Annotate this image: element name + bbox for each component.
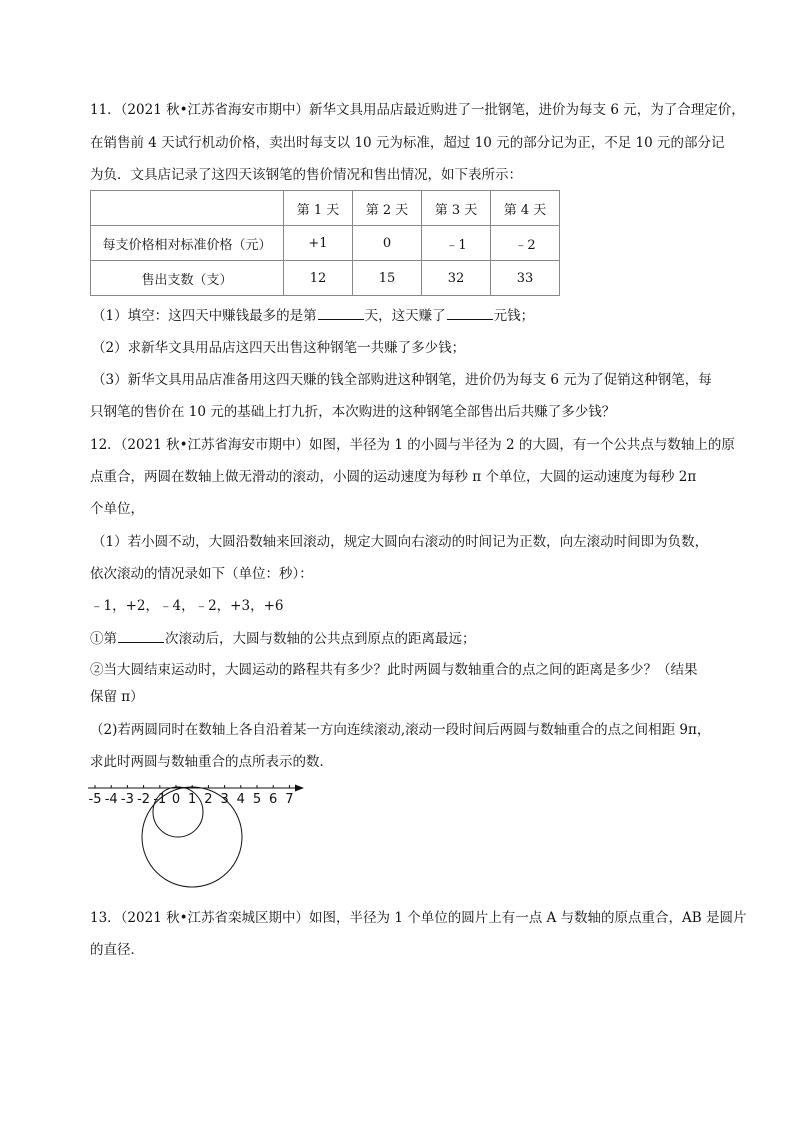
number-line-circles-diagram [84, 780, 314, 895]
table-cell: 售出支数（支） [91, 261, 284, 296]
q12-part1-line1: （1）若小圆不动，大圆沿数轴来回滚动，规定大圆向右滚动的时间记为正数，向左滚动时间即为负数， [92, 534, 709, 550]
answer-blank[interactable] [118, 628, 164, 643]
table-cell: 每支价格相对标准价格（元） [91, 226, 284, 261]
table-cell: 32 [422, 261, 491, 296]
q11-part3-line2: 只钢笔的售价在 10 元的基础上打九折，本次购进的这种钢笔全部售出后共赚了多少钱？ [90, 404, 616, 420]
q12-circle1-text-a: ①第 [90, 631, 117, 647]
axis-tick-label: 1 [188, 792, 197, 807]
q13-line1: 13．（2021 秋•江苏省栾城区期中）如图，半径为 1 个单位的圆片上有一点 A 与数轴的原点重合，AB 是圆片 [90, 910, 747, 926]
q11-part2: （2）求新华文具用品店这四天出售这种钢笔一共赚了多少钱； [92, 340, 466, 356]
table-cell: 33 [491, 261, 560, 296]
axis-tick-label: 7 [285, 792, 294, 807]
q11-part1-text-a: （1）填空：这四天中赚钱最多的是第 [92, 308, 317, 324]
table-header-cell [91, 191, 284, 226]
axis-tick-label: -2 [137, 792, 151, 807]
q12-line1: 12．（2021 秋•江苏省海安市期中）如图，半径为 1 的小圆与半径为 2 的大圆，有一个公共点与数轴上的原 [90, 437, 735, 453]
q12-circle1 [90, 628, 476, 649]
axis-tick-label: 0 [171, 792, 181, 807]
axis-tick-label: 5 [252, 792, 262, 807]
table-header-cell: 第 2 天 [353, 191, 422, 226]
axis-tick-label: -5 [88, 792, 102, 807]
q12-line2: 点重合，两圆在数轴上做无滑动的滚动，小圆的运动速度为每秒 π 个单位，大圆的运动速度为每秒 2π [90, 469, 697, 485]
q12-part1-line2: 依次滚动的情况录如下（单位：秒）： [90, 566, 313, 582]
table-cell: 0 [353, 226, 422, 261]
q11-part3-line1: （3）新华文具用品店准备用这四天赚的钱全部购进这种钢笔，进价仍为每支 6 元为了促销这种钢笔，每 [92, 372, 712, 388]
table-cell: +1 [284, 226, 353, 261]
q13-line2: 的直径． [90, 942, 144, 958]
table-header-cell: 第 4 天 [491, 191, 560, 226]
q11-part1 [92, 305, 534, 326]
q12-circle2-line1: ②当大圆结束运动时，大圆运动的路程共有多少？此时两圆与数轴重合的点之间的距离是多少？（结果 [90, 662, 698, 678]
axis-arrow [295, 785, 304, 792]
table-header-cell: 第 1 天 [284, 191, 353, 226]
table-cell: 12 [284, 261, 353, 296]
axis-tick-label: 4 [236, 792, 245, 807]
axis-tick-label: -1 [153, 792, 167, 807]
q12-circle2-line2: 保留 π） [90, 689, 144, 705]
axis-tick-label: 6 [269, 792, 278, 807]
q12-line3: 个单位， [90, 501, 144, 517]
q12-circle1-text-b: 次滚动后，大圆与数轴的公共点到原点的距离最远； [165, 631, 476, 647]
table-cell: 15 [353, 261, 422, 296]
q11-line2: 在销售前 4 天试行机动价格，卖出时每支以 10 元为标准，超过 10 元的部分记为正，不足 10 元的部分记 [90, 135, 725, 151]
answer-blank[interactable] [447, 305, 493, 320]
q11-line3: 为负．文具店记录了这四天该钢笔的售价情况和售出情况，如下表所示： [90, 167, 522, 183]
q11-line1: 11．（2021 秋•江苏省海安市期中）新华文具用品店最近购进了一批钢笔，进价为每支 6 元，为了合理定价， [90, 102, 745, 118]
axis-tick-labels [89, 792, 294, 807]
price-sales-table [90, 190, 560, 296]
q11-part1-text-b: 天，这天赚了 [364, 308, 446, 324]
table-row [91, 261, 560, 296]
axis-tick-label: -4 [104, 792, 118, 807]
axis-tick-label: 3 [220, 792, 229, 807]
table-row [91, 226, 560, 261]
q12-part2-line2: 求此时两圆与数轴重合的点所表示的数． [90, 754, 333, 770]
q12-part2-line1: （2)若两圆同时在数轴上各自沿着某一方向连续滚动,滚动一段时间后两圆与数轴重合的点之间相距 9π， [90, 722, 711, 738]
q12-sequence: ﹣1，+2，﹣4，﹣2，+3，+6 [90, 598, 284, 614]
axis-tick-label: -3 [120, 792, 134, 807]
answer-blank[interactable] [318, 305, 364, 320]
axis-tick-label: 2 [204, 792, 213, 807]
table-header-cell: 第 3 天 [422, 191, 491, 226]
table-cell: ﹣2 [491, 226, 560, 261]
q11-part1-text-c: 元钱； [493, 308, 535, 324]
table-header-row [91, 191, 560, 226]
table-cell: ﹣1 [422, 226, 491, 261]
